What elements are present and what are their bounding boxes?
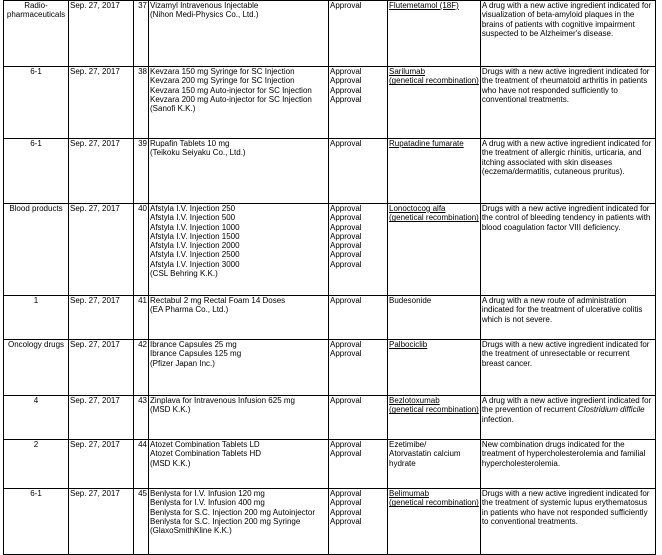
approvals-table bbox=[3, 0, 656, 555]
review-cell bbox=[329, 296, 388, 340]
description-cell bbox=[480, 340, 655, 396]
product-line: Benlysta for I.V. Infusion 120 mg bbox=[150, 489, 265, 498]
category-cell: 6-1 bbox=[4, 67, 69, 139]
description-text bbox=[482, 396, 654, 424]
product-line: Kevzara 200 mg Auto-injector for SC Injection bbox=[150, 94, 312, 104]
ingredient-line: Flutemetamol (18F) bbox=[389, 1, 459, 10]
ingredient-line: (genetical recombination) bbox=[389, 213, 479, 223]
ingredient-line: Atorvastatin calcium bbox=[389, 449, 461, 459]
review-cell bbox=[329, 396, 388, 440]
review-cell bbox=[329, 489, 388, 555]
description-italic: Clostridium difficile bbox=[577, 405, 645, 415]
category-cell: 6-1 bbox=[4, 489, 69, 555]
ingredient-line: Sarilumab bbox=[389, 67, 426, 76]
review-cell bbox=[329, 340, 388, 396]
ingredient-line: Palbociclib bbox=[389, 340, 428, 349]
table-row bbox=[4, 139, 656, 204]
ingredient-cell bbox=[388, 440, 481, 489]
description-cell bbox=[480, 67, 655, 139]
number-cell: 39 bbox=[134, 139, 149, 204]
company-line: (Pfizer Japan Inc.) bbox=[150, 358, 215, 368]
date-cell: Sep. 27, 2017 bbox=[69, 204, 134, 296]
product-line: Afstyla I.V. Injection 1500 bbox=[150, 231, 240, 241]
number-cell: 41 bbox=[134, 296, 149, 340]
category-cell: Blood products bbox=[4, 204, 69, 296]
table-row bbox=[4, 440, 656, 489]
product-line: Afstyla I.V. Injection 3000 bbox=[150, 259, 240, 269]
product-line: Atozet Combination Tablets HD bbox=[150, 449, 262, 459]
date-cell: Sep. 27, 2017 bbox=[69, 396, 134, 440]
review-line: Approval bbox=[330, 67, 362, 76]
company-line: (Teikoku Seiyaku Co., Ltd.) bbox=[150, 148, 246, 158]
review-line: Approval bbox=[330, 449, 362, 459]
review-line: Approval bbox=[330, 296, 362, 305]
review-cell bbox=[329, 440, 388, 489]
description-text: A drug with a new route of administration indicated for the treatment of ulcerative colitis which is not severe. bbox=[481, 296, 643, 324]
ingredient-line: Belimumab bbox=[389, 489, 430, 498]
category-line: pharmaceuticals bbox=[6, 10, 66, 20]
review-line: Approval bbox=[330, 139, 362, 148]
review-line: Approval bbox=[330, 516, 362, 526]
product-line: Ibrance Capsules 25 mg bbox=[150, 340, 237, 349]
description-text: New combination drugs indicated for the treatment of hypercholesterolemia and familial hypercholesterolemia. bbox=[481, 440, 646, 468]
category-line: Radio- bbox=[24, 1, 48, 10]
description-cell bbox=[480, 204, 655, 296]
ingredient-line: (genetical recombination) bbox=[389, 76, 479, 86]
review-line: Approval bbox=[330, 1, 362, 10]
review-line: Approval bbox=[330, 498, 362, 508]
category-cell: 2 bbox=[4, 440, 69, 489]
review-line: Approval bbox=[330, 213, 362, 223]
ingredient-cell bbox=[388, 139, 481, 204]
review-line: Approval bbox=[330, 222, 362, 232]
product-cell bbox=[149, 396, 329, 440]
ingredient-line: Rupatadine fumarate bbox=[389, 139, 464, 148]
number-cell: 42 bbox=[134, 340, 149, 396]
product-line: Kevzara 150 mg Syringe for SC Injection bbox=[150, 67, 295, 76]
company-line: (CSL Behring K.K.) bbox=[150, 269, 218, 279]
ingredient-line: Budesonide bbox=[389, 296, 432, 305]
product-line: Benlysta for S.C. Injection 200 mg Syringe bbox=[150, 516, 301, 526]
description-text: Drugs with a new active ingredient indicated for the treatment of unresectable or recurrent breast cancer. bbox=[481, 340, 650, 368]
product-line: Kevzara 150 mg Auto-injector for SC Injection bbox=[150, 85, 312, 95]
category-cell bbox=[4, 1, 69, 67]
number-cell: 45 bbox=[134, 489, 149, 555]
description-cell bbox=[480, 440, 655, 489]
review-line: Approval bbox=[330, 489, 362, 498]
date-cell: Sep. 27, 2017 bbox=[69, 139, 134, 204]
ingredient-line: Lonoctocog alfa bbox=[389, 204, 446, 213]
ingredient-line: Ezetimibe/ bbox=[389, 440, 427, 449]
product-cell bbox=[149, 340, 329, 396]
ingredient-cell bbox=[388, 1, 481, 67]
product-cell bbox=[149, 139, 329, 204]
product-cell bbox=[149, 296, 329, 340]
product-line: Afstyla I.V. Injection 500 bbox=[150, 213, 236, 223]
table-row bbox=[4, 296, 656, 340]
number-cell: 43 bbox=[134, 396, 149, 440]
ingredient-line: hydrate bbox=[389, 458, 416, 468]
table-row bbox=[4, 67, 656, 139]
product-line: Rupafin Tablets 10 mg bbox=[150, 139, 230, 148]
review-line: Approval bbox=[330, 259, 362, 269]
product-line: Zinplava for Intravenous Infusion 625 mg bbox=[150, 396, 295, 405]
ingredient-line: (genetical recombination) bbox=[389, 405, 479, 415]
table-row bbox=[4, 1, 656, 67]
product-line: Afstyla I.V. Injection 2500 bbox=[150, 250, 240, 260]
product-line: Benlysta for I.V. Infusion 400 mg bbox=[150, 498, 265, 508]
product-line: Afstyla I.V. Injection 2000 bbox=[150, 241, 240, 251]
review-line: Approval bbox=[330, 250, 362, 260]
product-cell bbox=[149, 67, 329, 139]
review-line: Approval bbox=[330, 396, 362, 405]
date-cell: Sep. 27, 2017 bbox=[69, 489, 134, 555]
product-line: Afstyla I.V. Injection 1000 bbox=[150, 222, 240, 232]
product-cell bbox=[149, 440, 329, 489]
company-line: (Sanofi K.K.) bbox=[150, 104, 196, 114]
company-line: (EA Pharma Co., Ltd.) bbox=[150, 305, 229, 315]
description-cell bbox=[480, 1, 655, 67]
company-line: (MSD K.K.) bbox=[150, 405, 191, 415]
ingredient-cell bbox=[388, 204, 481, 296]
review-cell bbox=[329, 1, 388, 67]
description-text: Drugs with a new active ingredient indicated for the treatment of rheumatoid arthritis in patients who have not responded sufficiently to conventional treatments. bbox=[481, 67, 650, 104]
product-line: Benlysta for S.C. Injection 200 mg Autoinjector bbox=[150, 507, 315, 517]
table-row bbox=[4, 489, 656, 555]
review-line: Approval bbox=[330, 85, 362, 95]
category-cell: 4 bbox=[4, 396, 69, 440]
review-line: Approval bbox=[330, 349, 362, 359]
category-cell: 1 bbox=[4, 296, 69, 340]
description-cell bbox=[480, 139, 655, 204]
number-cell: 37 bbox=[134, 1, 149, 67]
description-pre: A drug with a new active ingredient indicated for the prevention of recurrent bbox=[481, 396, 652, 415]
date-cell: Sep. 27, 2017 bbox=[69, 1, 134, 67]
date-cell: Sep. 27, 2017 bbox=[69, 440, 134, 489]
review-line: Approval bbox=[330, 241, 362, 251]
ingredient-cell bbox=[388, 489, 481, 555]
table-row bbox=[4, 396, 656, 440]
product-line: Atozet Combination Tablets LD bbox=[150, 440, 260, 449]
category-cell: 6-1 bbox=[4, 139, 69, 204]
product-line: Vizamyl Intravenous Injectable bbox=[150, 1, 259, 10]
ingredient-cell bbox=[388, 340, 481, 396]
table-row bbox=[4, 204, 656, 296]
number-cell: 44 bbox=[134, 440, 149, 489]
date-cell: Sep. 27, 2017 bbox=[69, 340, 134, 396]
ingredient-cell bbox=[388, 67, 481, 139]
review-line: Approval bbox=[330, 340, 362, 349]
description-cell bbox=[480, 489, 655, 555]
ingredient-cell bbox=[388, 396, 481, 440]
ingredient-line: (genetical recombination) bbox=[389, 498, 479, 508]
review-cell bbox=[329, 204, 388, 296]
review-line: Approval bbox=[330, 231, 362, 241]
product-line: Kevzara 200 mg Syringe for SC Injection bbox=[150, 76, 295, 86]
description-text: Drugs with a new active ingredient indicated for the control of bleeding tendency in patients with blood coagulation factor VIII deficiency. bbox=[481, 204, 651, 232]
category-cell: Oncology drugs bbox=[4, 340, 69, 396]
review-line: Approval bbox=[330, 507, 362, 517]
date-cell: Sep. 27, 2017 bbox=[69, 296, 134, 340]
review-line: Approval bbox=[330, 94, 362, 104]
description-cell bbox=[480, 296, 655, 340]
review-cell bbox=[329, 67, 388, 139]
description-text: A drug with a new active ingredient indicated for the treatment of allergic rhinitis, urticaria, and itching associated with skin diseases (eczema/dermatitis, cutaneous pruritus). bbox=[481, 139, 652, 176]
review-line: Approval bbox=[330, 440, 362, 449]
review-cell bbox=[329, 139, 388, 204]
company-line: (MSD K.K.) bbox=[150, 458, 191, 468]
date-cell: Sep. 27, 2017 bbox=[69, 67, 134, 139]
product-cell bbox=[149, 489, 329, 555]
description-cell bbox=[480, 396, 655, 440]
product-cell bbox=[149, 204, 329, 296]
number-cell: 38 bbox=[134, 67, 149, 139]
description-text: Drugs with a new active ingredient indicated for the treatment of systemic lupus erythematosus in patients who have not responded sufficiently to conventional treatments. bbox=[481, 489, 650, 526]
table-row bbox=[4, 340, 656, 396]
product-line: Rectabul 2 mg Rectal Foam 14 Doses bbox=[150, 296, 286, 305]
ingredient-line: Bezlotoxumab bbox=[389, 396, 440, 405]
product-line: Afstyla I.V. Injection 250 bbox=[150, 204, 236, 213]
company-line: (Nihon Medi-Physics Co., Ltd.) bbox=[150, 10, 259, 20]
review-line: Approval bbox=[330, 204, 362, 213]
review-line: Approval bbox=[330, 76, 362, 86]
company-line: (GlaxoSmithKline K.K.) bbox=[150, 526, 232, 536]
number-cell: 40 bbox=[134, 204, 149, 296]
product-line: Ibrance Capsules 125 mg bbox=[150, 349, 242, 359]
product-cell bbox=[149, 1, 329, 67]
description-post: infection. bbox=[481, 414, 514, 424]
description-text: A drug with a new active ingredient indicated for visualization of beta-amyloid plaques in the brains of patients with cognitive impairment suspected to be Alzheimer's disease. bbox=[481, 1, 652, 38]
ingredient-cell bbox=[388, 296, 481, 340]
